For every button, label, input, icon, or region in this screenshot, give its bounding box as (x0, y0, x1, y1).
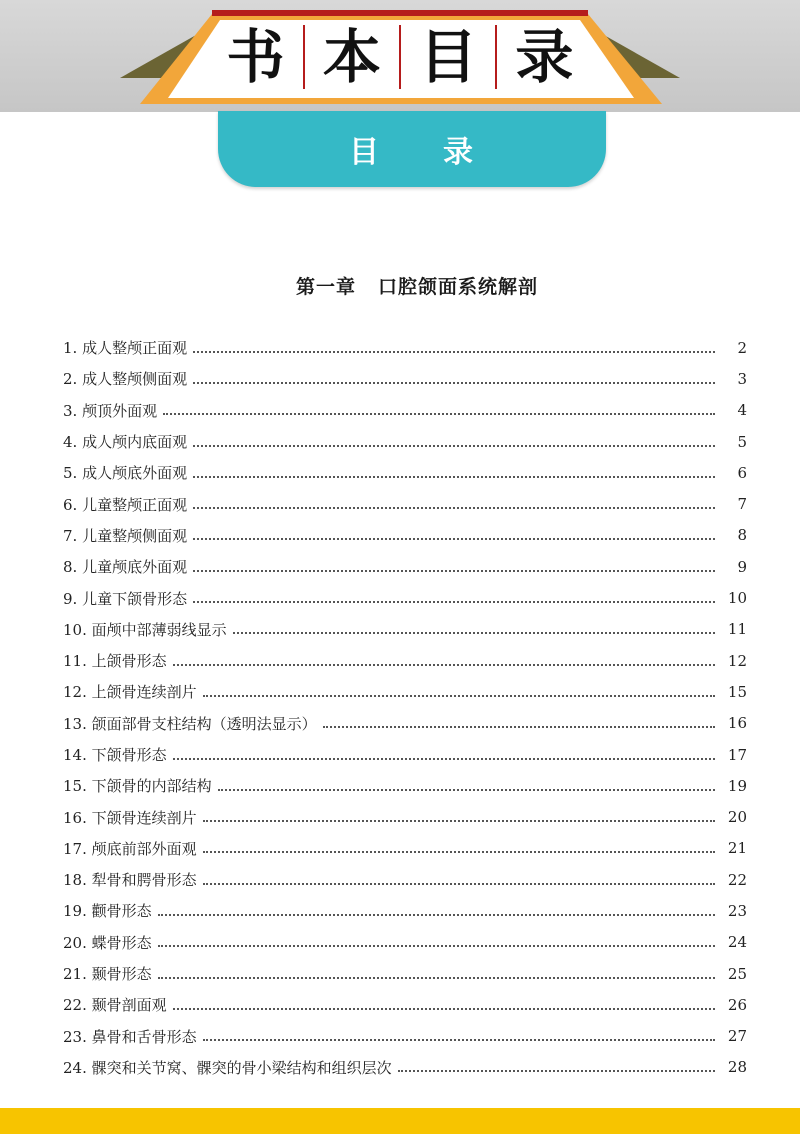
toc-entry-page: 16 (727, 714, 747, 733)
toc-dot-leader (193, 507, 715, 509)
banner-title (212, 12, 588, 102)
toc-entry[interactable] (63, 801, 747, 832)
toc-dot-leader (173, 758, 715, 760)
toc-entry-page: 3 (737, 369, 747, 388)
toc-entry[interactable] (63, 708, 747, 739)
toc-entry[interactable] (63, 864, 747, 895)
toc-entry-page: 9 (737, 557, 747, 576)
toc-entry-page: 15 (727, 682, 747, 701)
toc-entry-page: 28 (727, 1058, 747, 1077)
toc-entry[interactable] (63, 676, 747, 707)
toc-entry-page: 19 (727, 776, 747, 795)
toc-dot-leader (193, 538, 715, 540)
toc-entry-page: 11 (727, 620, 747, 639)
toc-entry-page: 2 (737, 338, 747, 357)
chapter-heading (0, 272, 800, 299)
banner-char: 本 (322, 23, 381, 91)
toc-entry[interactable] (63, 363, 747, 394)
toc-dot-leader (193, 445, 715, 447)
banner-char: 目 (419, 23, 478, 91)
toc-entry-title: 24. 髁突和关节窝、髁突的骨小梁结构和组织层次 (63, 1058, 392, 1077)
toc-dot-leader (203, 1039, 715, 1041)
chapter-title: 口腔颌面系统解剖 (378, 276, 539, 298)
chapter-number: 第一章 (295, 276, 356, 298)
toc-entry-title: 11. 上颌骨形态 (63, 652, 167, 671)
toc-entry[interactable] (63, 895, 747, 926)
toc-entry-page: 22 (727, 870, 747, 889)
toc-entry-page: 23 (727, 901, 747, 920)
toc-entry-page: 12 (727, 651, 747, 670)
table-of-contents (63, 332, 747, 1083)
toc-dot-leader (233, 632, 715, 634)
toc-entry-page: 10 (727, 589, 747, 608)
toc-entry[interactable] (63, 833, 747, 864)
toc-entry-page: 4 (737, 401, 747, 420)
toc-entry-title: 22. 颞骨剖面观 (63, 996, 167, 1015)
toc-entry[interactable] (63, 927, 747, 958)
toc-entry-title: 1. 成人整颅正面观 (63, 339, 188, 358)
toc-entry[interactable] (63, 457, 747, 488)
toc-dot-leader (398, 1070, 715, 1072)
toc-entry[interactable] (63, 739, 747, 770)
banner-char: 录 (515, 23, 574, 91)
pill-char: 目 (349, 135, 381, 170)
toc-entry[interactable] (63, 614, 747, 645)
toc-entry[interactable] (63, 551, 747, 582)
toc-entry-page: 7 (737, 495, 747, 514)
toc-entry[interactable] (63, 989, 747, 1020)
toc-entry-title: 15. 下颌骨的内部结构 (63, 777, 212, 796)
toc-entry-title: 5. 成人颅底外面观 (63, 464, 188, 483)
toc-entry-title: 8. 儿童颅底外面观 (63, 558, 188, 577)
toc-entry[interactable] (63, 488, 747, 519)
toc-entry-page: 21 (727, 839, 747, 858)
toc-entry-title: 12. 上颌骨连续剖片 (63, 683, 197, 702)
toc-entry-page: 6 (737, 463, 747, 482)
toc-entry[interactable] (63, 958, 747, 989)
toc-dot-leader (203, 695, 715, 697)
toc-dot-leader (203, 820, 715, 822)
toc-entry-title: 20. 蝶骨形态 (63, 933, 152, 952)
toc-entry-page: 25 (727, 964, 747, 983)
banner-separator (303, 25, 305, 89)
banner-char: 书 (226, 23, 285, 91)
toc-entry[interactable] (63, 582, 747, 613)
banner-separator (495, 25, 497, 89)
toc-entry-page: 8 (737, 526, 747, 545)
toc-dot-leader (203, 851, 715, 853)
toc-dot-leader (158, 977, 715, 979)
toc-entry[interactable] (63, 770, 747, 801)
pill-char: 录 (443, 135, 475, 170)
toc-dot-leader (193, 601, 715, 603)
toc-entry-title: 21. 颞骨形态 (63, 965, 152, 984)
toc-dot-leader (193, 476, 715, 478)
toc-entry-page: 5 (737, 432, 747, 451)
toc-dot-leader (158, 914, 715, 916)
toc-dot-leader (173, 1008, 715, 1010)
toc-entry-title: 10. 面颅中部薄弱线显示 (63, 620, 227, 639)
toc-entry-page: 27 (727, 1027, 747, 1046)
toc-dot-leader (218, 789, 715, 791)
bottom-bar (0, 1108, 800, 1134)
toc-dot-leader (163, 413, 715, 415)
toc-entry-title: 9. 儿童下颌骨形态 (63, 589, 188, 608)
toc-entry-title: 13. 颌面部骨支柱结构（透明法显示） (63, 714, 317, 733)
toc-entry[interactable] (63, 1052, 747, 1083)
toc-entry[interactable] (63, 645, 747, 676)
toc-entry[interactable] (63, 426, 747, 457)
toc-entry-title: 18. 犁骨和腭骨形态 (63, 871, 197, 890)
toc-entry-title: 4. 成人颅内底面观 (63, 433, 188, 452)
toc-entry-page: 17 (727, 745, 747, 764)
contents-heading-pill (218, 111, 606, 187)
toc-entry-title: 14. 下颌骨形态 (63, 746, 167, 764)
toc-entry-page: 20 (727, 808, 747, 827)
toc-entry-title: 2. 成人整颅侧面观 (63, 370, 188, 389)
toc-entry-page: 26 (727, 995, 747, 1014)
toc-dot-leader (173, 664, 715, 666)
toc-entry-title: 19. 颧骨形态 (63, 902, 152, 921)
banner-separator (399, 25, 401, 89)
toc-dot-leader (323, 726, 715, 728)
toc-entry-title: 16. 下颌骨连续剖片 (63, 808, 197, 827)
toc-dot-leader (203, 883, 715, 885)
toc-entry[interactable] (63, 1021, 747, 1052)
toc-entry-title: 17. 颅底前部外面观 (63, 839, 197, 858)
toc-dot-leader (158, 945, 715, 947)
toc-entry[interactable] (63, 395, 747, 426)
toc-entry-title: 7. 儿童整颅侧面观 (63, 526, 188, 545)
toc-dot-leader (193, 351, 715, 353)
toc-dot-leader (193, 382, 715, 384)
toc-entry[interactable] (63, 332, 747, 363)
toc-entry-title: 6. 儿童整颅正面观 (63, 495, 188, 514)
toc-dot-leader (193, 570, 715, 572)
toc-entry-title: 3. 颅顶外面观 (63, 401, 158, 420)
toc-entry-page: 24 (727, 933, 747, 952)
toc-entry-title: 23. 鼻骨和舌骨形态 (63, 1027, 197, 1046)
toc-entry[interactable] (63, 520, 747, 551)
